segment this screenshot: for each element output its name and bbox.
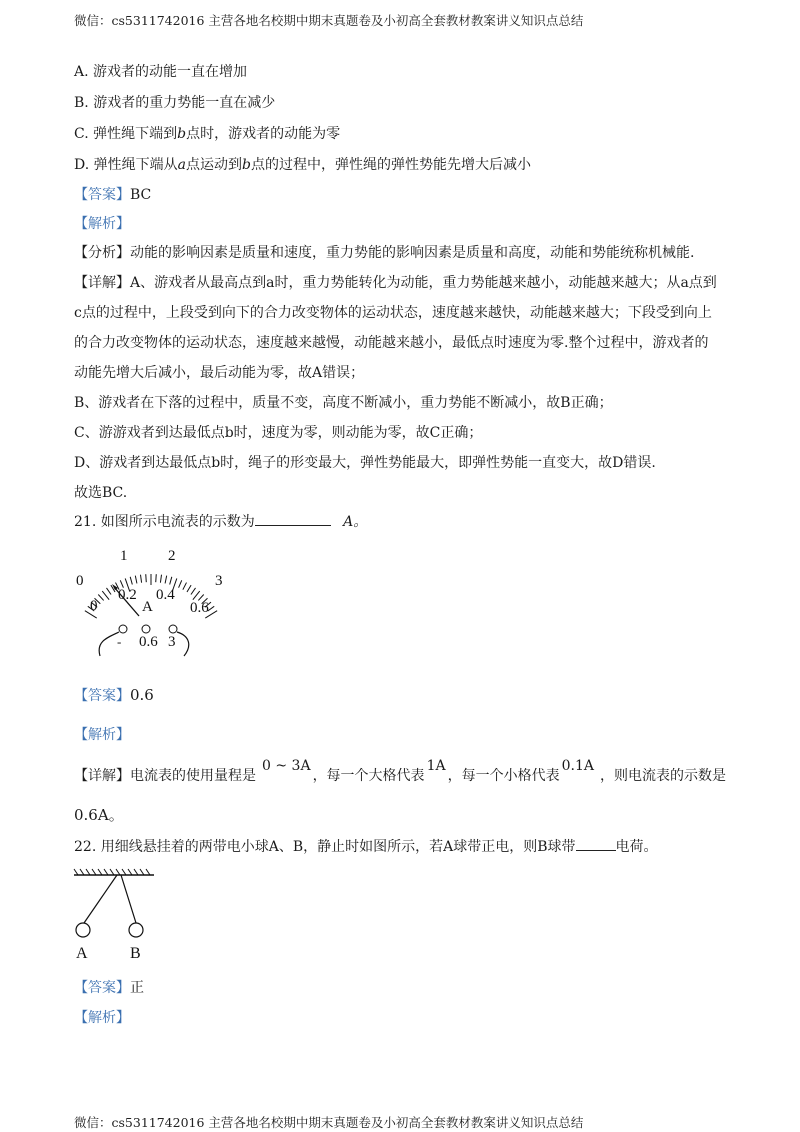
q22-stem-post: 电荷。 <box>615 839 658 855</box>
terminal-label-3: 3 <box>168 634 176 650</box>
q20-analysis-heading <box>74 214 740 234</box>
small-division-formula: 0.1A <box>561 758 594 774</box>
q21-blank <box>255 511 331 526</box>
xiangjie-tag: 【详解】 <box>74 768 130 784</box>
option-c-pre: C. 弹性绳下端到 <box>74 126 178 142</box>
dial-tick <box>193 591 200 600</box>
dial-tick <box>187 585 191 592</box>
dial-tick <box>135 576 137 584</box>
detail-post: ，则电流表的示数是 <box>599 768 726 784</box>
q22-stem-pre: 22. 用细线悬挂着的两带电小球A、B，静止时如图所示，若A球带正电，则B球带 <box>74 839 576 855</box>
answer-value: 0.6 <box>130 686 154 704</box>
meter-label: A <box>142 599 153 615</box>
hatch-stroke <box>98 869 102 875</box>
fenxi-text: 动能的影响因素是质量和速度，重力势能的影响因素是质量和高度，动能和势能统称机械能. <box>130 245 695 261</box>
top-label-2: 2 <box>168 548 176 564</box>
hatch-stroke <box>92 869 96 875</box>
ammeter-figure <box>66 542 236 662</box>
q22-answer <box>74 978 740 998</box>
dial-tick <box>106 588 111 595</box>
terminal-label-neg: - <box>117 634 122 649</box>
range-formula: 0 ~ 3A <box>262 758 311 774</box>
q21-analysis-heading <box>74 725 740 745</box>
ball-label-a: A <box>76 945 88 962</box>
hatch-stroke <box>128 869 132 875</box>
hatch-stroke <box>146 869 150 875</box>
dial-tick <box>179 580 182 587</box>
thread-b <box>121 875 136 923</box>
bottom-label-0: 0 <box>90 598 98 614</box>
analysis-tag: 【解析】 <box>74 216 130 232</box>
detail-text: A、游戏者从最高点到a时，重力势能转化为动能，重力势能越来越小，动能越来越大；从a点到 <box>130 275 717 291</box>
wire-right <box>177 632 189 656</box>
top-label-0: 0 <box>76 573 84 589</box>
q22-analysis-heading <box>74 1008 740 1028</box>
q20-fenxi <box>74 243 740 263</box>
terminal-0-6 <box>142 625 150 633</box>
page-footer: 微信：cs5311742016 主营各地名校期中期末真题卷及小初高全套教材教案讲义知识点总结 <box>74 1115 584 1130</box>
hatch-stroke <box>104 869 108 875</box>
detail-pre: 电流表的使用量程是 <box>130 768 256 784</box>
q22-stem <box>74 836 740 857</box>
hatch-stroke <box>140 869 144 875</box>
q22-blank <box>576 836 616 851</box>
hatch-stroke <box>116 869 120 875</box>
answer-tag: 【答案】 <box>74 980 130 996</box>
detail-mid2: ，每一个小格代表 <box>447 768 560 784</box>
fenxi-tag: 【分析】 <box>74 245 130 261</box>
q21-stem <box>74 511 740 532</box>
dial-tick <box>156 574 157 582</box>
ball-a <box>76 923 90 937</box>
dial-tick <box>102 591 109 600</box>
option-d-post: 点的过程中，弹性绳的弹性势能先增大后减小 <box>250 157 531 173</box>
dial-tick <box>191 588 196 595</box>
option-c-post: 点时，游戏者的动能为零 <box>186 126 341 142</box>
analysis-tag: 【解析】 <box>74 1010 130 1026</box>
dial-tick <box>98 595 103 601</box>
top-label-3: 3 <box>215 573 223 589</box>
q20-detail-line-6: C、游游戏者到达最低点b时，速度为零，则动能为零，故C正确； <box>74 425 483 441</box>
hatch-stroke <box>86 869 90 875</box>
dial-tick <box>170 577 172 585</box>
q21-answer <box>74 685 740 706</box>
hatch-stroke <box>74 869 78 875</box>
option-a: A. 游戏者的动能一直在增加 <box>74 64 248 80</box>
hatch-stroke <box>80 869 84 875</box>
xiangjie-tag: 【详解】 <box>74 275 130 291</box>
charged-balls-figure <box>70 866 160 966</box>
bottom-label-1: 0.2 <box>118 587 137 603</box>
option-d-pre: D. 弹性绳下端从 <box>74 157 178 173</box>
answer-tag: 【答案】 <box>74 688 130 704</box>
analysis-tag: 【解析】 <box>74 727 130 743</box>
ball-b <box>129 923 143 937</box>
option-c-var: b <box>177 126 187 142</box>
dial-tick <box>146 574 147 582</box>
answer-tag: 【答案】 <box>74 187 130 203</box>
q20-detail-line-7: D、游戏者到达最低点b时，绳子的形变最大，弹性势能最大，即弹性势能一直变大，故D错误. <box>74 455 656 471</box>
page-header: 微信：cs5311742016 主营各地名校期中期末真题卷及小初高全套教材教案讲义知识点总结 <box>74 13 584 28</box>
thread-a <box>84 875 117 923</box>
hatch-stroke <box>122 869 126 875</box>
dial-tick <box>130 577 132 585</box>
option-b: B. 游戏者的重力势能一直在减少 <box>74 95 276 111</box>
dial-tick <box>160 575 161 583</box>
terminal-3 <box>169 625 177 633</box>
q20-detail-line-8: 故选BC. <box>74 485 128 501</box>
dial-tick <box>141 575 142 583</box>
option-d-mid: 点运动到 <box>186 157 242 173</box>
q20-detail-line-2: c点的过程中，上段受到向下的合力改变物体的运动状态，速度越来越快，动能越来越大；下段受到向上 <box>74 305 712 321</box>
option-d-var1: a <box>177 157 186 173</box>
q21-unit: A。 <box>343 514 368 530</box>
dial-tick <box>165 576 167 584</box>
bottom-label-3: 0.6 <box>190 600 209 616</box>
q20-detail-line-4: 动能先增大后减小，最后动能为零，故A错误； <box>74 365 365 381</box>
hatch-stroke <box>110 869 114 875</box>
q21-detail <box>74 758 740 786</box>
detail-mid1: ，每一个大格代表 <box>312 768 425 784</box>
top-label-1: 1 <box>120 548 128 564</box>
option-c <box>74 124 740 144</box>
terminal-negative <box>119 625 127 633</box>
dial-tick <box>183 583 187 590</box>
option-d-var2: b <box>242 157 251 173</box>
q21-stem-text: 21. 如图所示电流表的示数为 <box>74 514 255 530</box>
terminal-label-0-6: 0.6 <box>139 634 158 650</box>
ceiling-hatching <box>74 869 150 875</box>
q20-detail-line-3: 的合力改变物体的运动状态，速度越来越慢，动能越来越小，最低点时速度为零.整个过程中，游戏者的 <box>74 335 709 351</box>
answer-value: 正 <box>130 980 144 996</box>
ball-label-b: B <box>130 945 141 962</box>
hatch-stroke <box>134 869 138 875</box>
big-division-formula: 1A <box>426 758 446 774</box>
q20-answer <box>74 185 740 205</box>
option-d <box>74 155 740 175</box>
bottom-label-2: 0.4 <box>156 587 175 603</box>
q20-detail-line-5: B、游戏者在下落的过程中，质量不变，高度不断减小，重力势能不断减小，故B正确； <box>74 395 613 411</box>
q20-detail-line-1 <box>74 273 740 293</box>
q21-detail-end: 0.6A。 <box>74 806 124 824</box>
answer-value: BC <box>130 187 152 203</box>
